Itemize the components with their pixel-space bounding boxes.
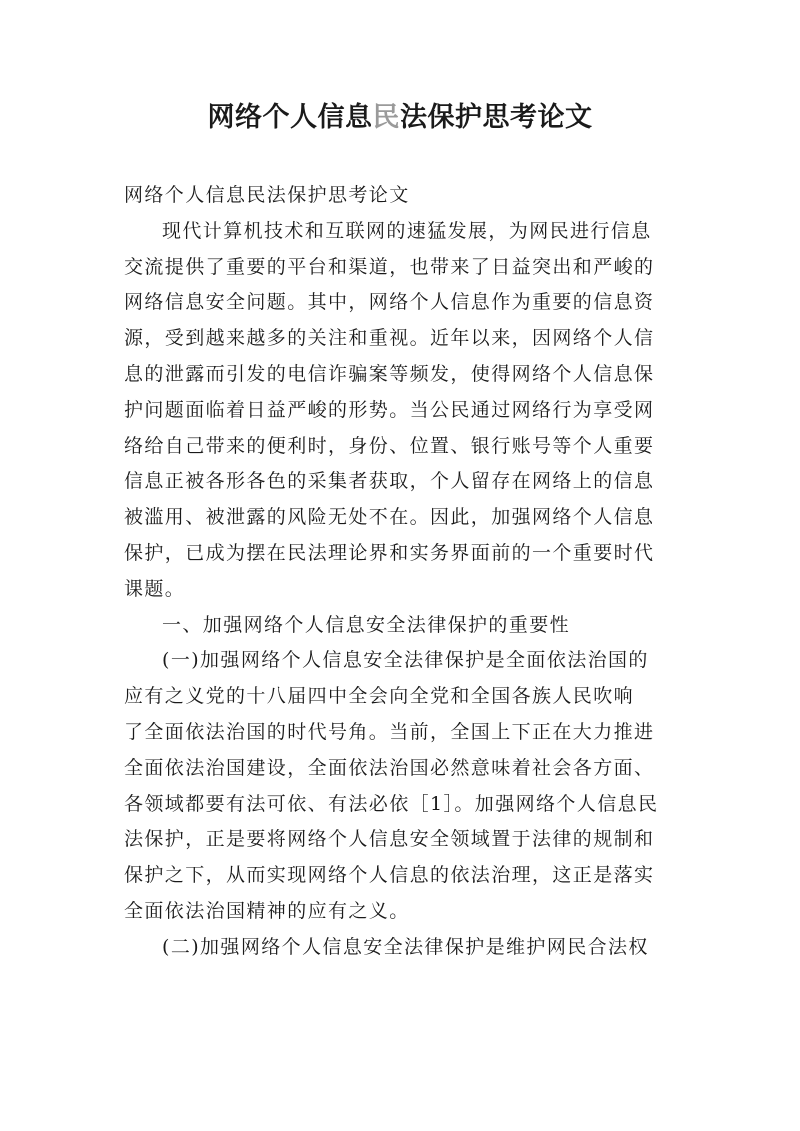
body-line: 应有之义党的十八届四中全会向全党和全国各族人民吹响 [124,685,635,708]
body-line: 交流提供了重要的平台和渠道，也带来了日益突出和严峻的 [124,255,655,278]
body-line: 各领域都要有法可依、有法必依［1］。加强网络个人信息民 [124,792,659,815]
document-title [0,98,800,138]
body-line: 全面依法治国精神的应有之义。 [124,899,410,922]
body-line: 全面依法治国建设，全面依法治国必然意味着社会各方面、 [124,756,655,779]
body-line: (一)加强网络个人信息安全法律保护是全面依法治国的 [162,649,649,672]
title-part-1: 网络个人信息 [207,102,373,133]
section-heading: 一、加强网络个人信息安全法律保护的重要性 [162,613,571,636]
body-line: 息的泄露而引发的电信诈骗案等频发，使得网络个人信息保 [124,362,655,385]
body-line: 络给自己带来的便利时，身份、位置、银行账号等个人重要 [124,434,655,457]
title-watermark-char: 民 [372,102,400,133]
title-part-2: 法保护思考论文 [400,102,593,133]
body-line: 护问题面临着日益严峻的形势。当公民通过网络行为享受网 [124,398,655,421]
body-line: 信息正被各形各色的采集者获取，个人留存在网络上的信息 [124,470,655,493]
body-line: 保护之下，从而实现网络个人信息的依法治理，这正是落实 [124,864,655,887]
body-line: 被滥用、被泄露的风险无处不在。因此，加强网络个人信息 [124,506,655,529]
body-line: 保护，已成为摆在民法理论界和实务界面前的一个重要时代 [124,541,655,564]
body-line: 源，受到越来越多的关注和重视。近年以来，因网络个人信 [124,327,655,350]
body-line: 课题。 [124,577,186,600]
body-line: 网络信息安全问题。其中，网络个人信息作为重要的信息资 [124,291,655,314]
body-line: (二)加强网络个人信息安全法律保护是维护网民合法权 [162,935,649,958]
body-line: 现代计算机技术和互联网的速猛发展，为网民进行信息 [162,219,652,242]
body-line: 法保护，正是要将网络个人信息安全领域置于法律的规制和 [124,828,655,851]
body-line: 了全面依法治国的时代号角。当前，全国上下正在大力推进 [124,720,655,743]
document-body [124,178,684,966]
article-subtitle: 网络个人信息民法保护思考论文 [124,184,410,206]
